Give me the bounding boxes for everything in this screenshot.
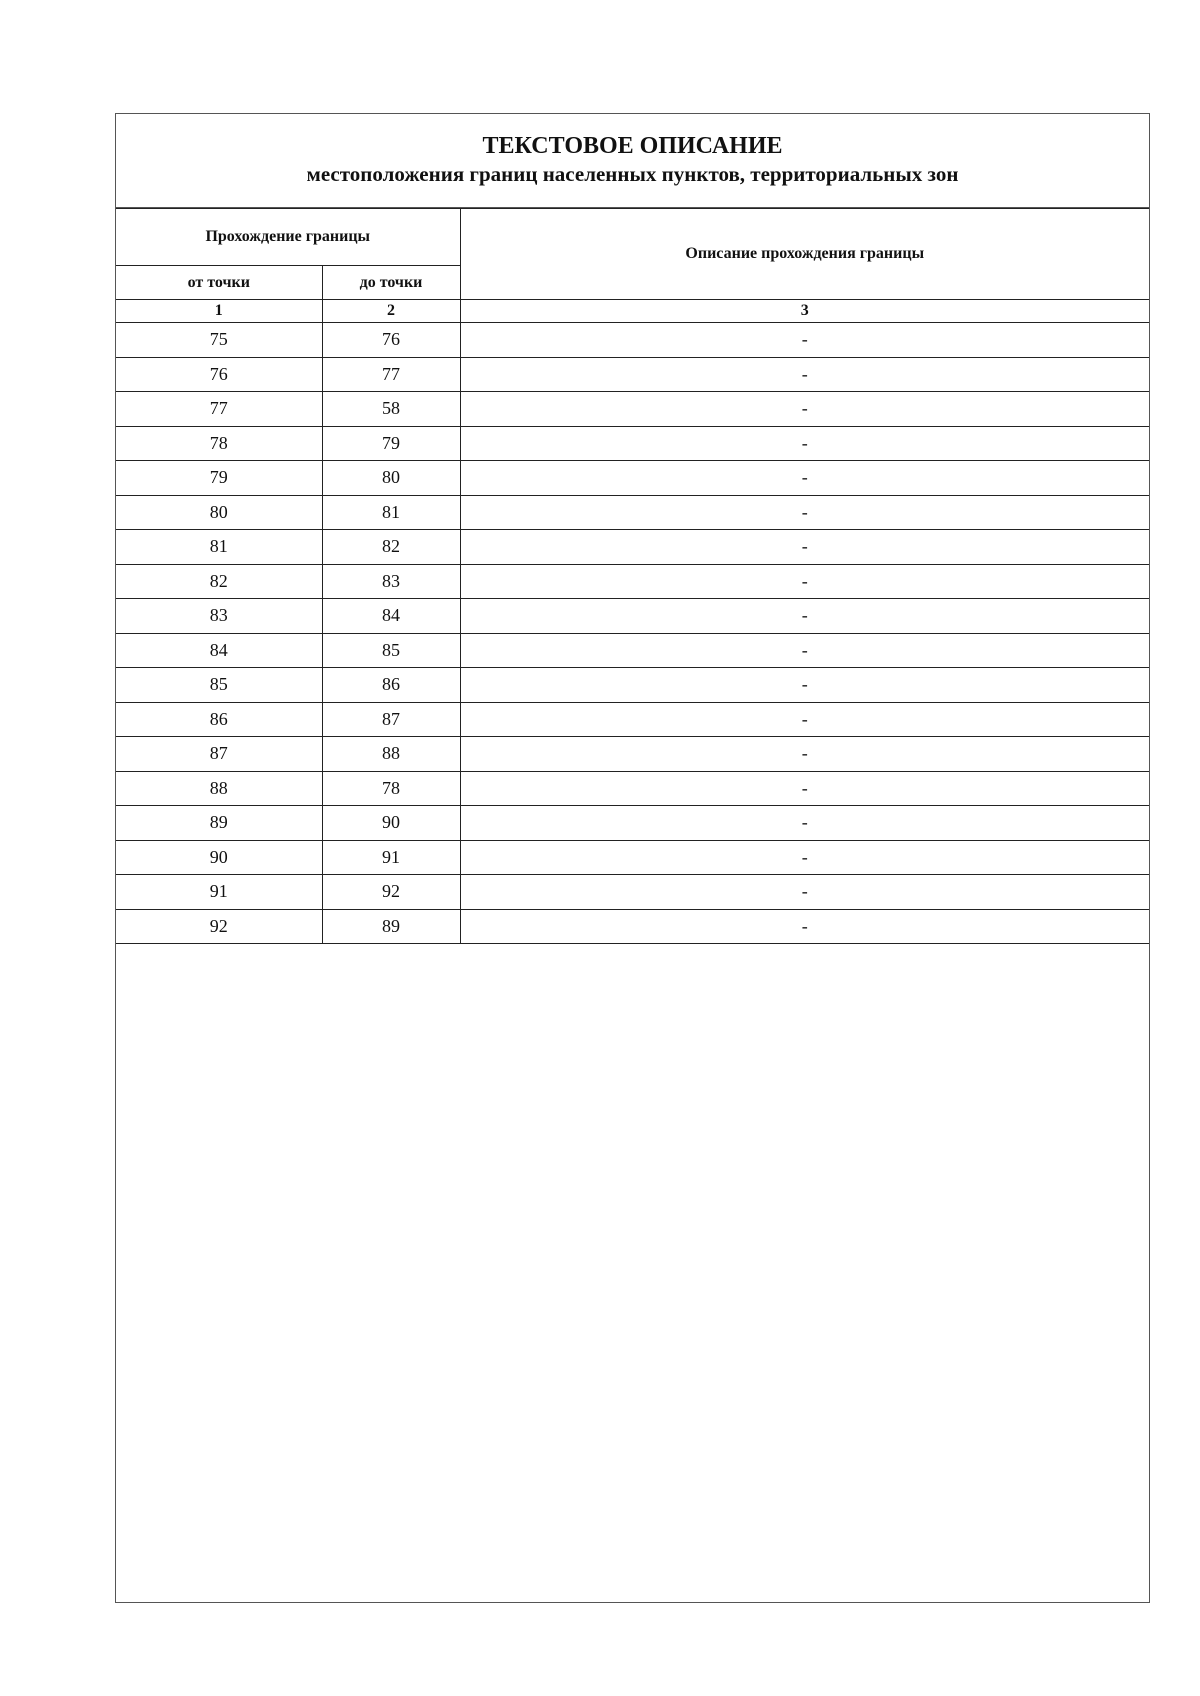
- column-number-3: 3: [460, 300, 1149, 323]
- table-row: [116, 323, 1149, 358]
- cell-to-point: 58: [322, 392, 460, 427]
- cell-description: -: [460, 909, 1149, 944]
- cell-from-point: 80: [116, 495, 322, 530]
- cell-to-point: 89: [322, 909, 460, 944]
- cell-to-point: 87: [322, 702, 460, 737]
- table-row: [116, 668, 1149, 703]
- header-description: Описание прохождения границы: [460, 209, 1149, 300]
- cell-description: -: [460, 875, 1149, 910]
- table-row: [116, 357, 1149, 392]
- cell-description: -: [460, 530, 1149, 565]
- cell-to-point: 88: [322, 737, 460, 772]
- header-boundary-passage: Прохождение границы: [116, 209, 460, 266]
- cell-from-point: 88: [116, 771, 322, 806]
- table-row: [116, 495, 1149, 530]
- cell-from-point: 84: [116, 633, 322, 668]
- column-number-2: 2: [322, 300, 460, 323]
- cell-to-point: 92: [322, 875, 460, 910]
- cell-to-point: 90: [322, 806, 460, 841]
- cell-from-point: 92: [116, 909, 322, 944]
- cell-description: -: [460, 323, 1149, 358]
- cell-to-point: 81: [322, 495, 460, 530]
- cell-from-point: 79: [116, 461, 322, 496]
- table-row: [116, 909, 1149, 944]
- table-row: [116, 806, 1149, 841]
- cell-description: -: [460, 771, 1149, 806]
- table-row: [116, 461, 1149, 496]
- cell-from-point: 78: [116, 426, 322, 461]
- cell-description: -: [460, 357, 1149, 392]
- cell-to-point: 83: [322, 564, 460, 599]
- cell-description: -: [460, 426, 1149, 461]
- document-title: ТЕКСТОВОЕ ОПИСАНИЕ: [482, 133, 783, 159]
- cell-description: -: [460, 633, 1149, 668]
- cell-description: -: [460, 668, 1149, 703]
- table-body: [116, 323, 1149, 944]
- cell-to-point: 84: [322, 599, 460, 634]
- cell-description: -: [460, 461, 1149, 496]
- cell-to-point: 78: [322, 771, 460, 806]
- cell-to-point: 91: [322, 840, 460, 875]
- cell-to-point: 79: [322, 426, 460, 461]
- document-frame: [115, 113, 1150, 1603]
- cell-description: -: [460, 702, 1149, 737]
- cell-to-point: 82: [322, 530, 460, 565]
- cell-description: -: [460, 840, 1149, 875]
- header-to-point: до точки: [322, 266, 460, 300]
- table-row: [116, 702, 1149, 737]
- cell-from-point: 81: [116, 530, 322, 565]
- table-row: [116, 875, 1149, 910]
- cell-from-point: 76: [116, 357, 322, 392]
- cell-from-point: 85: [116, 668, 322, 703]
- cell-to-point: 77: [322, 357, 460, 392]
- boundary-table: [116, 208, 1149, 944]
- cell-to-point: 85: [322, 633, 460, 668]
- column-number-1: 1: [116, 300, 322, 323]
- cell-from-point: 86: [116, 702, 322, 737]
- document-subtitle: местоположения границ населенных пунктов, территориальных зон: [306, 162, 959, 186]
- table-row: [116, 426, 1149, 461]
- cell-from-point: 91: [116, 875, 322, 910]
- cell-to-point: 86: [322, 668, 460, 703]
- cell-from-point: 82: [116, 564, 322, 599]
- header-from-point: от точки: [116, 266, 322, 300]
- table-row: [116, 530, 1149, 565]
- table-row: [116, 633, 1149, 668]
- cell-description: -: [460, 495, 1149, 530]
- cell-description: -: [460, 564, 1149, 599]
- cell-from-point: 77: [116, 392, 322, 427]
- cell-from-point: 87: [116, 737, 322, 772]
- cell-description: -: [460, 737, 1149, 772]
- cell-to-point: 80: [322, 461, 460, 496]
- cell-from-point: 89: [116, 806, 322, 841]
- table-row: [116, 840, 1149, 875]
- cell-description: -: [460, 392, 1149, 427]
- table-row: [116, 737, 1149, 772]
- table-row: [116, 564, 1149, 599]
- table-row: [116, 392, 1149, 427]
- title-block: [116, 114, 1149, 208]
- cell-from-point: 90: [116, 840, 322, 875]
- table-row: [116, 771, 1149, 806]
- cell-from-point: 75: [116, 323, 322, 358]
- table-row: [116, 599, 1149, 634]
- cell-from-point: 83: [116, 599, 322, 634]
- cell-description: -: [460, 599, 1149, 634]
- cell-to-point: 76: [322, 323, 460, 358]
- cell-description: -: [460, 806, 1149, 841]
